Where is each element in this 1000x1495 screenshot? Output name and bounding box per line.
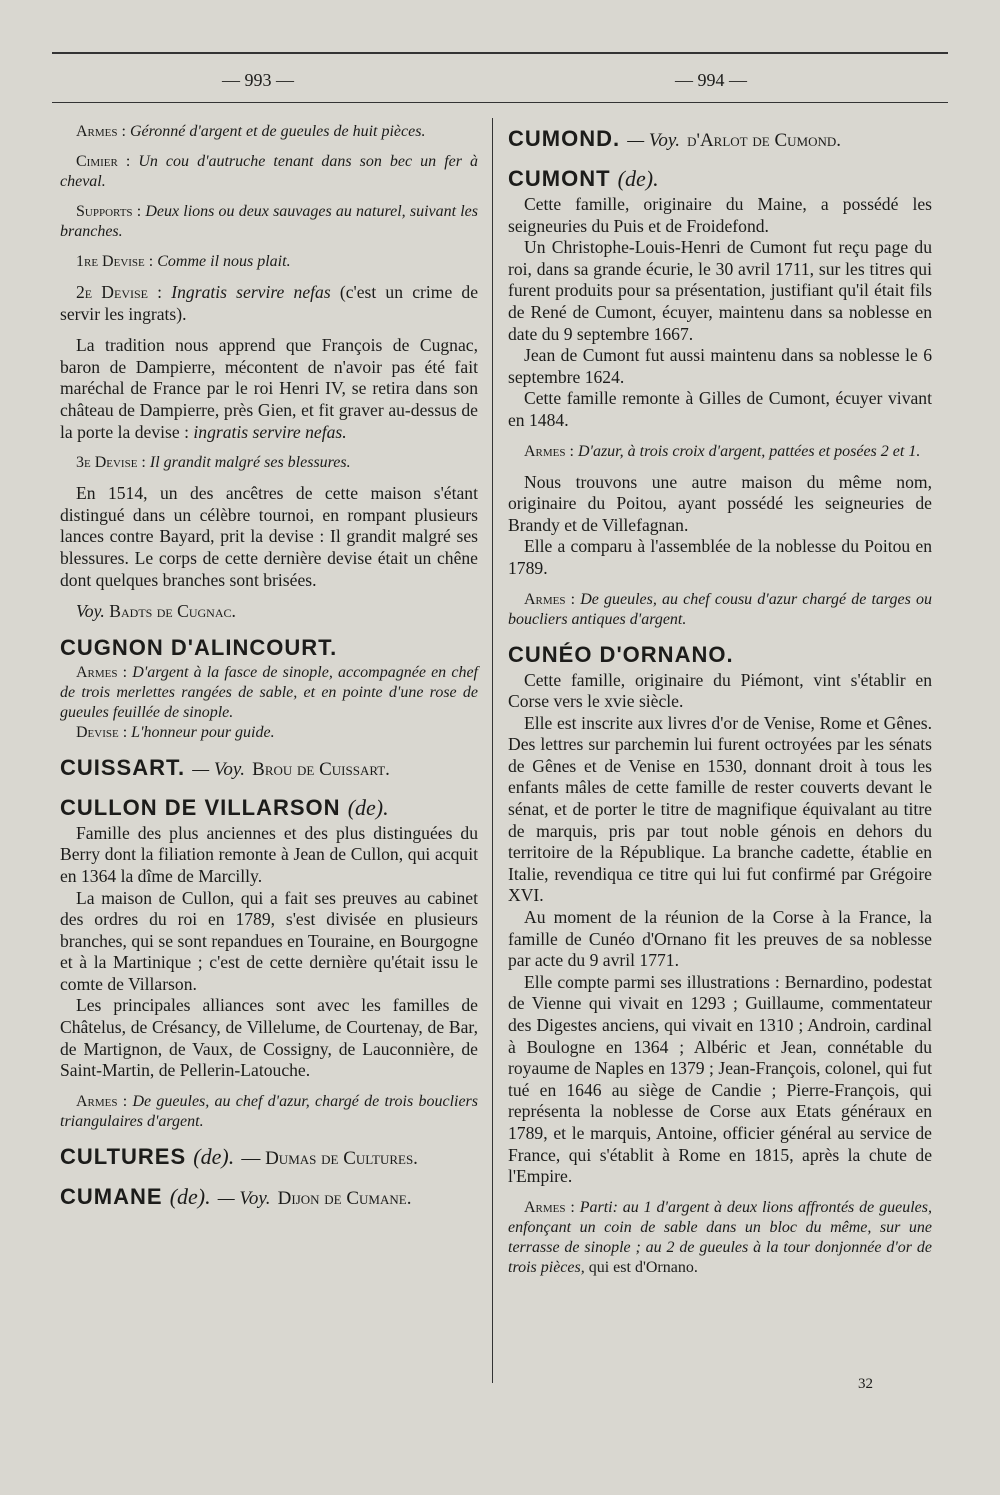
cultures-de: (de). — [193, 1143, 235, 1169]
cumane-title: CUMANE — [60, 1183, 163, 1209]
cumond-heading — [508, 126, 932, 154]
cumont-p2: Un Christophe-Louis-Henri de Cumont fut reçu page du roi, dans sa grande écurie, le 30 avril 1711, sur les titres qui furent produits pour sa présentation, justifiant qu'il était fils de René de Cumont, écuyer, maintenu dans sa noblesse en date du 9 septembre 1667. — [508, 237, 932, 344]
cuneo-p3: Au moment de la réunion de la Corse à la France, la famille de Cunéo d'Ornano fit les preuves de sa noblesse par acte du 9 avril 1771. — [508, 907, 932, 971]
cuneo-armes-label: Armes : — [524, 1198, 575, 1216]
armes-entry — [60, 122, 478, 142]
right-page-number: — 994 — — [675, 70, 747, 90]
cumane-de: (de). — [169, 1183, 211, 1209]
left-column — [60, 122, 478, 1214]
cugnon-devise-label: Devise : — [76, 723, 128, 741]
devise3-label: 3e Devise : — [76, 454, 146, 472]
cuneo-p4: Elle compte parmi ses illustrations : Bernardino, podestat de Vienne qui vivait en 1293 ; Guillaume, commentateur des Digestes anciens, qui vivait en 1310 ; Androin, cardinal à Boulogne en 1364 ; Albéric et Jean, connétable du royaume de Naples en 1379 ; Jean-François, colonel, qui fut tué en 1646 au siège de Candie ; Pierre-François, qui représenta la noblesse de Corse aux Etats généraux en 1789, et le marquis, Antoine, officier général au service de France, qui s'établit à Rome en 1815, après la chute de l'Empire. — [508, 971, 932, 1187]
devise1-label: 1re Devise : — [76, 253, 154, 270]
tradition-text: La tradition nous apprend que François de Cugnac, baron de Dampierre, mécontent de n'avoir pas été fait maréchal de France par le roi Henri IV, se retira dans son château de Dampierre, près Gien, et fit graver au-dessus de la porte la devise : — [60, 335, 478, 442]
cumont-heading — [508, 166, 932, 192]
header-rule — [52, 102, 948, 103]
tradition-paragraph — [60, 335, 478, 443]
tradition-devise: ingratis servire nefas. — [193, 421, 347, 442]
cumond-ref: d'Arlot de Cumond. — [687, 130, 841, 151]
cumont-de: (de). — [617, 166, 659, 191]
cumont-armes-label: Armes : — [524, 442, 574, 460]
top-rule — [52, 52, 948, 54]
cuneo-armes-text: Parti: au 1 d'argent à deux lions affrontés de gueules, enfonçant un coin de sable dans un bloc du même, sur une terrasse de sinople ; au 2 de gueules à la tour donjonnée d'or de trois pièces, — [508, 1198, 932, 1276]
cimier-text: Un cou d'autruche tenant dans son bec un fer à cheval. — [60, 153, 478, 190]
cimier-label: Cimier : — [76, 153, 131, 170]
cuissart-heading — [60, 755, 478, 783]
cumane-voy: — Voy. — [217, 1187, 271, 1209]
devise2-label: 2e Devise : — [76, 282, 163, 302]
cuneo-armes — [508, 1198, 932, 1278]
cultures-heading — [60, 1144, 478, 1172]
devise1-text: Comme il nous plait. — [157, 253, 291, 270]
cuneo-armes-end: qui est d'Ornano. — [588, 1258, 698, 1276]
cumont-p1: Cette famille, originaire du Maine, a possédé les seigneuries du Puis et de Froidefond. — [508, 194, 932, 236]
cuissart-title: CUISSART. — [60, 754, 186, 780]
cumond-title: CUMOND. — [508, 126, 621, 151]
cultures-title: CULTURES — [60, 1143, 187, 1169]
cumane-ref: Dijon de Cumane. — [277, 1187, 412, 1209]
cumont-armes — [508, 442, 932, 462]
armes-label: Armes : — [76, 123, 126, 140]
devise3-entry — [60, 453, 478, 473]
voy-badts — [60, 601, 478, 623]
cullon-armes — [60, 1092, 478, 1132]
cullon-armes-text: De gueules, au chef d'azur, chargé de trois boucliers triangulaires d'argent. — [60, 1092, 479, 1130]
devise1-entry — [60, 252, 478, 272]
devise3-text: Il grandit malgré ses blessures. — [149, 454, 351, 472]
cullon-p3: Les principales alliances sont avec les familles de Châtelus, de Crésancy, de Villelume, de Courtenay, de Bar, de Martignon, de Vaux, de Cossigny, de Lauconnière, de Saint-Martin, de Pellerin-Latouche. — [60, 995, 478, 1081]
cuissart-ref: Brou de Cuissart. — [252, 758, 390, 780]
cuneo-heading: CUNÉO D'ORNANO. — [508, 641, 734, 667]
cumont-armes-text: D'azur, à trois croix d'argent, pattées et posées 2 et 1. — [577, 442, 921, 460]
cumont-armes2 — [508, 590, 932, 630]
cumont-armes2-label: Armes : — [524, 590, 576, 608]
voy-ref: Badts de Cugnac. — [109, 601, 236, 622]
column-divider — [492, 118, 493, 1383]
cuneo-p1: Cette famille, originaire du Piémont, vint s'établir en Corse vers le xvie siècle. — [508, 669, 932, 712]
cumont-p5: Nous trouvons une autre maison du même nom, originaire du Poitou, ayant possédé les seigneuries de Brandy et de Villefagnan. — [508, 471, 932, 535]
right-column — [508, 122, 932, 1278]
cultures-ref: — Dumas de Cultures. — [241, 1147, 418, 1169]
voy-label: Voy. — [76, 601, 105, 622]
cimier-entry — [60, 152, 478, 192]
cugnon-armes-label: Armes : — [76, 663, 128, 681]
supports-entry — [60, 202, 478, 242]
cumont-p4: Cette famille remonte à Gilles de Cumont, écuyer vivant en 1484. — [508, 388, 932, 430]
cumont-p3: Jean de Cumont fut aussi maintenu dans sa noblesse le 6 septembre 1624. — [508, 345, 932, 387]
cullon-p1: Famille des plus anciennes et des plus distinguées du Berry dont la filiation remonte à Jean de Cullon, qui acquit en 1364 la dîme de Marcilly. — [60, 822, 478, 886]
cullon-armes-label: Armes : — [76, 1092, 128, 1110]
en1514-paragraph: En 1514, un des ancêtres de cette maison s'étant distingué dans un célèbre tournoi, en rompant plusieurs lances contre Bayard, prit la devise : Il grandit malgré ses blessures. Le corps de cette dernière devise était un chêne dont quelques branches sont brisées. — [60, 483, 478, 590]
cugnon-armes-text: D'argent à la fasce de sinople, accompagnée en chef de trois merlettes rangées de sable, et en pointe d'une rose de gueules feuillée de sinople. — [60, 663, 478, 721]
cugnon-devise-text: L'honneur pour guide. — [131, 723, 275, 741]
cumond-voy: — Voy. — [627, 130, 681, 151]
cumont-title: CUMONT — [508, 166, 611, 191]
signature-number: 32 — [858, 1376, 873, 1392]
cugnon-devise — [60, 723, 478, 743]
cullon-p2: La maison de Cullon, qui a fait ses preuves au cabinet des ordres du roi en 1789, s'est divisée en plusieurs branches, qui se sont repandues en Touraine, en Bourgogne et à la Martinique ; c'est de cette dernière qu'était issu le comte de Villarson. — [60, 887, 478, 994]
cumont-p6: Elle a comparu à l'assemblée de la noblesse du Poitou en 1789. — [508, 536, 932, 578]
cullon-title: CULLON DE VILLARSON — [60, 794, 341, 820]
devise2-text: Ingratis servire nefas — [171, 282, 331, 302]
cugnon-heading: CUGNON D'ALINCOURT. — [60, 634, 338, 660]
cuissart-voy: — Voy. — [192, 758, 246, 780]
cumane-heading — [60, 1184, 478, 1212]
cuneo-p2: Elle est inscrite aux livres d'or de Venise, Rome et Gênes. Des lettres sur parchemin lui furent octroyées par les sénats de Gênes et de Venise en 1530, donnant droit à tous les enfants mâles de cette famille de rester couverts devant le sénat, et de porter le titre de magnifique équivalant au titre de marquis, pris par tout noble génois en dehors du territoire de la République. La branche cadette, établie en Italie, revendiqua ce titre qui lui fut confirmé par Grégoire XVI. — [508, 712, 932, 906]
left-page-number: — 993 — — [222, 70, 294, 90]
devise2-note: (c'est un crime de servir les ingrats). — [60, 282, 479, 324]
cumont-armes2-text: De gueules, au chef cousu d'azur chargé de targes ou boucliers antiques d'argent. — [508, 590, 932, 628]
cullon-heading — [60, 795, 478, 821]
devise2-entry — [60, 282, 478, 325]
cullon-de: (de). — [347, 794, 389, 820]
supports-label: Supports : — [76, 203, 142, 220]
supports-text: Deux lions ou deux sauvages au naturel, suivant les branches. — [60, 203, 479, 240]
cugnon-armes — [60, 663, 478, 723]
armes-text: Géronné d'argent et de gueules de huit pièces. — [129, 123, 426, 140]
